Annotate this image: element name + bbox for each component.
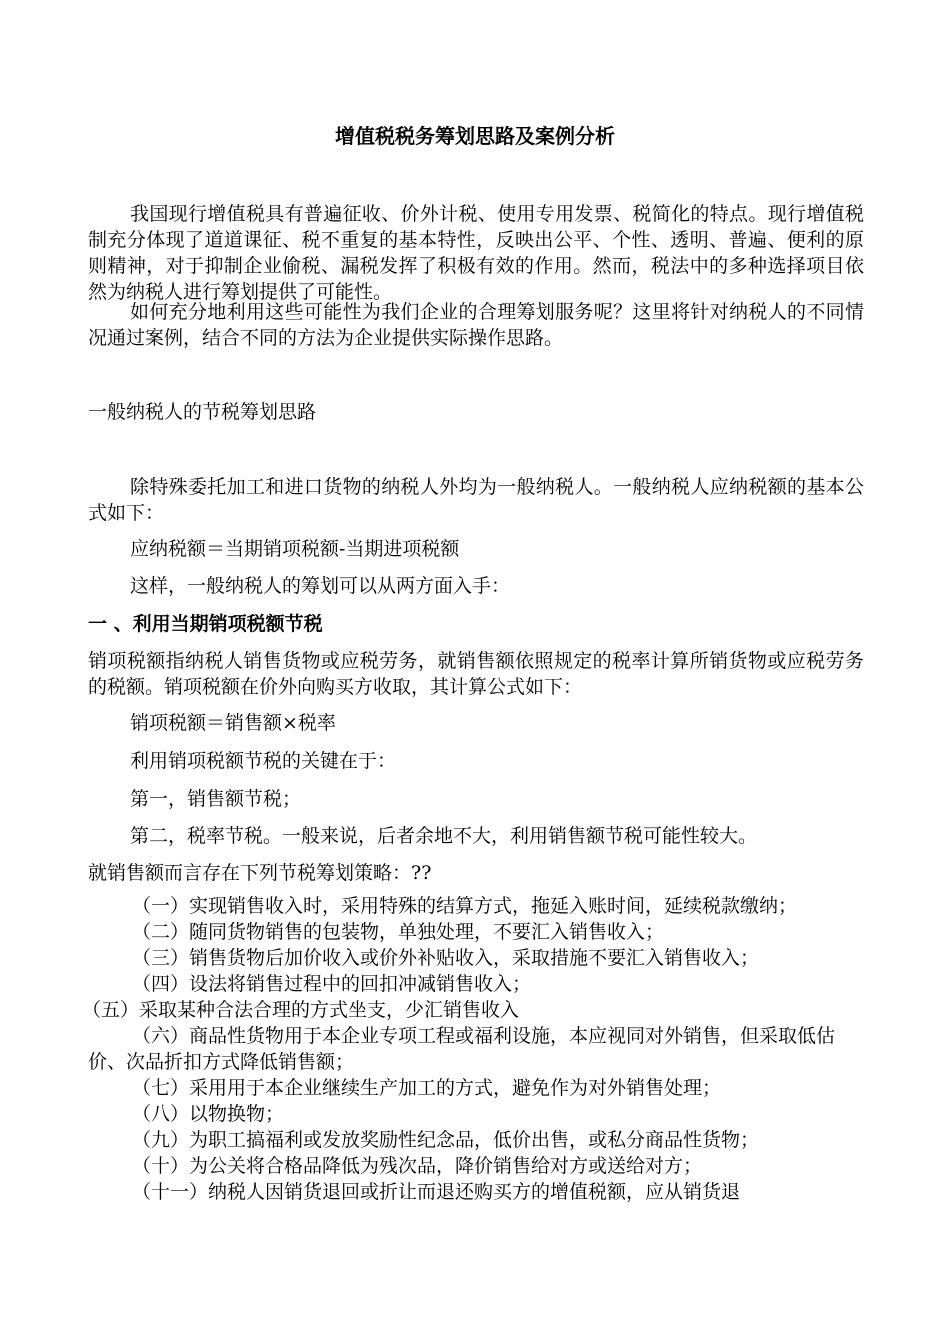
list-item: （五）采取某种合法合理的方式坐支，少汇销售收入 [82, 999, 520, 1021]
first-point-text: 第一，销售额节税； [130, 788, 302, 810]
general-taxpayer-paragraph: 除特殊委托加工和进口货物的纳税人外均为一般纳税人。一般纳税人应纳税额的基本公式如下： [88, 476, 864, 524]
section-title: 一般纳税人的节税筹划思路 [88, 401, 317, 423]
strategy-list [82, 893, 868, 1205]
list-item: （八）以物换物； [132, 1103, 285, 1125]
list-item: （四）设法将销售过程中的回扣冲减销售收入； [132, 973, 532, 995]
list-item: （十一）纳税人因销货退回或折让而退还购买方的增值税额，应从销货退 [132, 1181, 741, 1203]
output-tax-paragraph: 销项税额指纳税人销售货物或应税劳务，就销售额依照规定的税率计算所销货物或应税劳务的税额。销项税额在价外向购买方收取，其计算公式如下： [88, 650, 864, 698]
key-point-text: 利用销项税额节税的关键在于： [130, 750, 397, 772]
two-ways-text: 这样，一般纳税人的筹划可以从两方面入手： [130, 575, 511, 597]
formula-payable-tax: 应纳税额＝当期销项税额-当期进项税额 [130, 538, 460, 560]
list-item: （二）随同货物销售的包装物，单独处理，不要汇入销售收入； [132, 921, 665, 943]
list-item: （三）销售货物后加价收入或价外补贴收入，采取措施不要汇入销售收入； [132, 947, 760, 969]
intro-paragraph-2: 如何充分地利用这些可能性为我们企业的合理筹划服务呢？这里将针对纳税人的不同情况通过案例，结合不同的方法为企业提供实际操作思路。 [88, 301, 864, 349]
list-item: （九）为职工搞福利或发放奖励性纪念品，低价出售，或私分商品性货物； [132, 1129, 760, 1151]
list-item: （六）商品性货物用于本企业专项工程或福利设施，本应视同对外销售，但采取低估价、次品折扣方式降低销售额； [88, 1025, 836, 1073]
document-title: 增值税税务筹划思路及案例分析 [335, 124, 615, 148]
heading-output-tax: 一 、利用当期销项税额节税 [88, 613, 323, 635]
second-point-text: 第二，税率节税。一般来说，后者余地不大，利用销售额节税可能性较大。 [130, 825, 758, 847]
list-item: （七）采用用于本企业继续生产加工的方式，避免作为对外销售处理； [132, 1077, 722, 1099]
intro-paragraph-1: 我国现行增值税具有普遍征收、价外计税、使用专用发票、税简化的特点。现行增值税制充分体现了道道课征、税不重复的基本特性，反映出公平、个性、透明、普遍、便利的原则精神，对于抑制企业偷税、漏税发挥了积极有效的作用。然而，税法中的多种选择项目依然为纳税人进行筹划提供了可能性。 [88, 203, 864, 303]
formula-output-tax: 销项税额＝销售额×税率 [130, 712, 336, 734]
list-item: （一）实现销售收入时，采用特殊的结算方式，拖延入账时间，延续税款缴纳； [132, 895, 798, 917]
strategies-intro: 就销售额而言存在下列节税筹划策略：?? [88, 862, 432, 884]
list-item: （十）为公关将合格品降低为残次品，降价销售给对方或送给对方； [132, 1155, 703, 1177]
